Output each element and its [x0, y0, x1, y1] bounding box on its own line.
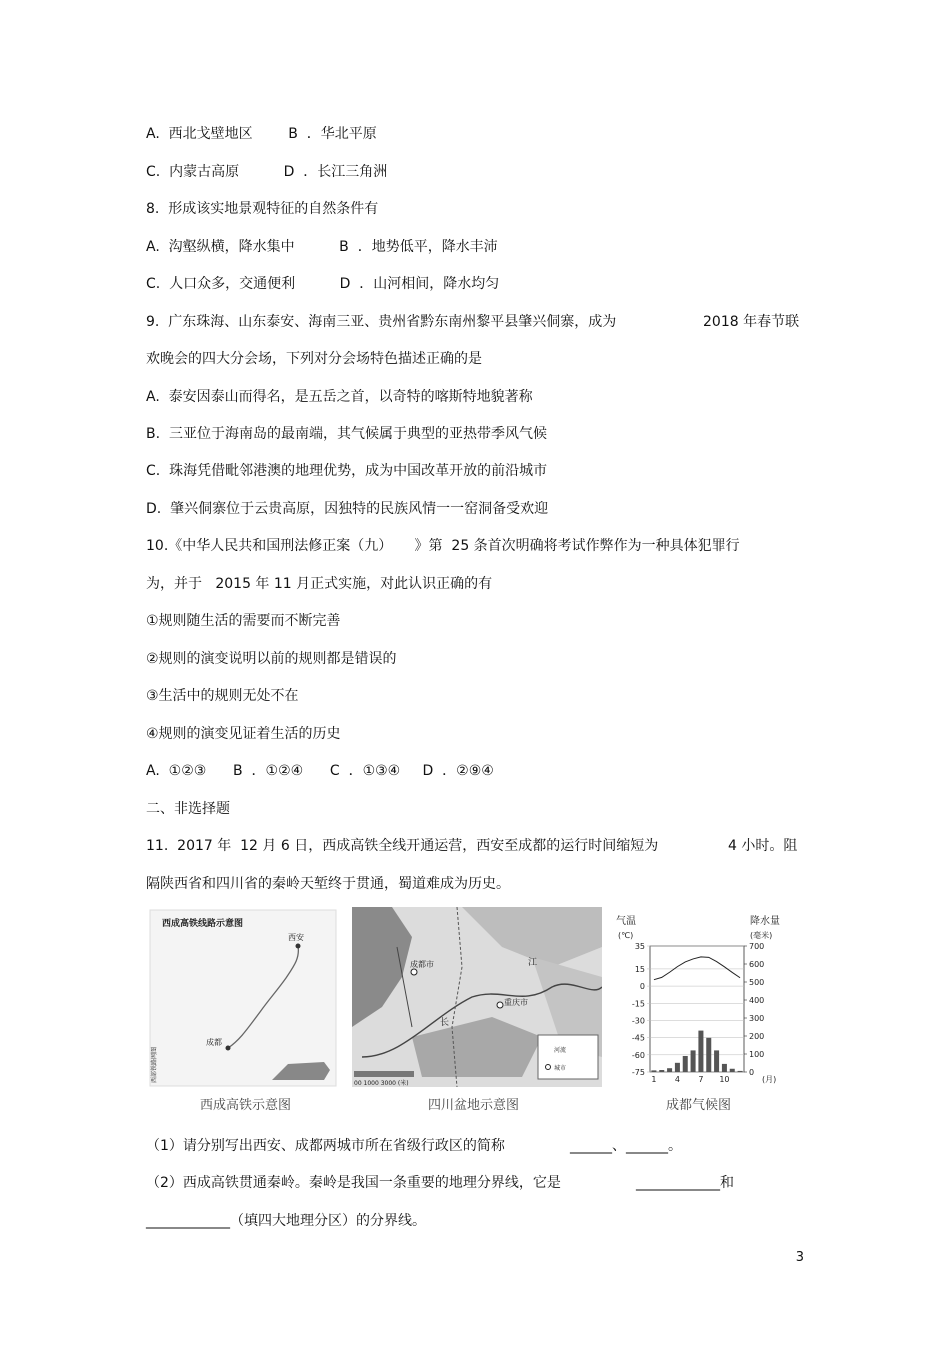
- left-tick-label: -75: [631, 1068, 645, 1077]
- q10-options: A. ①②③ B ．①②④ C ．①③④ D ．②⑨④: [146, 763, 494, 779]
- q11-part1: （1）请分别写出西安、成都两城市所在省级行政区的简称: [146, 1138, 505, 1154]
- q11-stem-line1-end: 4 小时。阻: [728, 838, 798, 854]
- right-tick-label: 0: [749, 1068, 755, 1077]
- q10-statement-2: ②规则的演变说明以前的规则都是错误的: [146, 651, 397, 667]
- left-tick-label: -45: [631, 1033, 645, 1043]
- precipitation-bar: [691, 1050, 696, 1072]
- x-axis-unit: (月): [762, 1075, 777, 1084]
- temperature-axis-title: 气温: [616, 916, 636, 927]
- q9-option-a: A. 泰安因泰山而得名，是五岳之首，以奇特的喀斯特地貌著称: [146, 389, 533, 405]
- precipitation-bar: [675, 1063, 680, 1072]
- q11-part1-answer-blanks[interactable]: ______、______。: [570, 1138, 682, 1154]
- q10-statement-3: ③生活中的规则无处不在: [146, 688, 299, 704]
- basin-map-legend: [538, 1035, 598, 1079]
- xian-city-marker: [296, 944, 301, 949]
- q9-option-b: B. 三亚位于海南岛的最南端，其气候属于典型的亚热带季风气候: [146, 426, 547, 442]
- q10-statement-4: ④规则的演变见证着生活的历史: [146, 726, 341, 742]
- route-map-title: 西成高铁线路示意图: [162, 919, 244, 929]
- q10-stem-line1: 10.《中华人民共和国刑法修正案（九） 》第 25 条首次明确将考试作弊作为一种具体犯罪行: [146, 538, 740, 554]
- precipitation-bar: [667, 1068, 672, 1072]
- right-tick-label: 400: [749, 996, 765, 1005]
- precipitation-axis-unit: (毫米): [750, 931, 773, 940]
- precipitation-axis-title: 降水量: [750, 916, 780, 927]
- precipitation-bar: [730, 1069, 735, 1072]
- q7-options-cd: C. 内蒙古高原 D ．长江三角洲: [146, 164, 388, 180]
- precipitation-bar: [722, 1064, 727, 1072]
- route-map-side-text: 西部铁路网图: [151, 1046, 158, 1083]
- chongqing-city-marker: [497, 1002, 503, 1008]
- precipitation-bar: [714, 1050, 719, 1072]
- precipitation-bar: [698, 1031, 703, 1072]
- left-tick-label: -30: [631, 1016, 645, 1026]
- x-tick-label: 10: [719, 1075, 730, 1084]
- q8-options-cd: C. 人口众多，交通便利 D ．山河相间，降水均匀: [146, 276, 500, 292]
- basin-map-figure: [352, 907, 602, 1087]
- temperature-axis-unit: (℃): [618, 931, 634, 940]
- q11-part2: （2）西成高铁贯通秦岭。秦岭是我国一条重要的地理分界线，它是: [146, 1175, 561, 1191]
- right-tick-label: 100: [749, 1050, 765, 1059]
- page-number: 3: [795, 1250, 804, 1265]
- q9-option-c: C. 珠海凭借毗邻港澳的地理优势，成为中国改革开放的前沿城市: [146, 463, 548, 479]
- chengdu-city-marker: [411, 969, 417, 975]
- temperature-line: [654, 957, 740, 980]
- q9-stem-line1: 9. 广东珠海、山东泰安、海南三亚、贵州省黔东南州黎平县肇兴侗寨，成为: [146, 314, 617, 330]
- right-tick-label: 700: [749, 942, 765, 951]
- basin-label-river-chang: 长: [440, 1018, 450, 1028]
- x-tick-label: 1: [651, 1075, 657, 1084]
- legend-label-city: 城市: [554, 1065, 567, 1072]
- climate-chart-caption: 成都气候图: [666, 1098, 732, 1113]
- q11-part2-continued: ____________（填四大地理分区）的分界线。: [146, 1213, 426, 1229]
- chengdu-city-marker: [226, 1046, 231, 1051]
- left-tick-label: -15: [631, 999, 645, 1009]
- right-tick-label: 200: [749, 1032, 765, 1041]
- precipitation-bar: [659, 1070, 664, 1072]
- route-map-label-chengdu: 成都: [206, 1038, 222, 1047]
- q7-options-ab: A. 西北戈壁地区 B ．华北平原: [146, 126, 377, 142]
- route-map-label-xian: 西安: [288, 933, 304, 942]
- right-tick-label: 500: [749, 978, 765, 987]
- q9-option-d: D. 肇兴侗寨位于云贵高原，因独特的民族风情一一窑洞备受欢迎: [146, 501, 549, 517]
- q8-options-ab: A. 沟壑纵横，降水集中 B ．地势低平，降水丰沛: [146, 239, 498, 255]
- q11-part2-answer-blank[interactable]: ____________和: [636, 1175, 734, 1191]
- q11-stem-line2: 隔陕西省和四川省的秦岭天堑终于贯通，蜀道难成为历史。: [146, 876, 510, 892]
- q9-stem-line2: 欢晚会的四大分会场，下列对分会场特色描述正确的是: [146, 351, 482, 367]
- left-tick-label: 35: [634, 942, 645, 951]
- left-tick-label: 0: [639, 982, 645, 992]
- q10-statement-1: ①规则随生活的需要而不断完善: [146, 613, 341, 629]
- left-tick-label: 15: [634, 964, 645, 974]
- x-tick-label: 7: [698, 1075, 704, 1084]
- legend-label-river: 河流: [554, 1047, 567, 1054]
- basin-label-chengdu: 成都市: [410, 960, 434, 969]
- precipitation-bar: [683, 1056, 688, 1072]
- q8-stem: 8. 形成该实地景观特征的自然条件有: [146, 201, 379, 217]
- q9-stem-line1-end: 2018 年春节联: [703, 314, 800, 330]
- q11-stem-line1: 11. 2017 年 12 月 6 日，西成高铁全线开通运营，西安至成都的运行时间缩短为: [146, 838, 659, 854]
- q10-stem-line2: 为，并于 2015 年 11 月正式实施，对此认识正确的有: [146, 576, 493, 592]
- basin-label-river-jiang: 江: [528, 958, 538, 968]
- section-2-heading: 二、非选择题: [146, 801, 230, 817]
- plot-frame: [650, 946, 744, 1072]
- climate-chart-figure: [612, 912, 807, 1092]
- basin-map-caption: 四川盆地示意图: [428, 1098, 520, 1113]
- x-tick-label: 4: [674, 1075, 680, 1084]
- right-tick-label: 300: [749, 1014, 765, 1023]
- basin-map-scale: 00 1000 3000 (米): [354, 1080, 409, 1087]
- route-map-figure: [148, 908, 338, 1088]
- precipitation-bar: [706, 1038, 711, 1072]
- precipitation-bar: [651, 1070, 656, 1072]
- left-tick-label: -60: [631, 1050, 645, 1060]
- basin-label-chongqing: 重庆市: [504, 998, 528, 1007]
- right-tick-label: 600: [749, 960, 765, 969]
- precipitation-bar: [738, 1071, 743, 1072]
- route-map-caption: 西成高铁示意图: [200, 1098, 292, 1113]
